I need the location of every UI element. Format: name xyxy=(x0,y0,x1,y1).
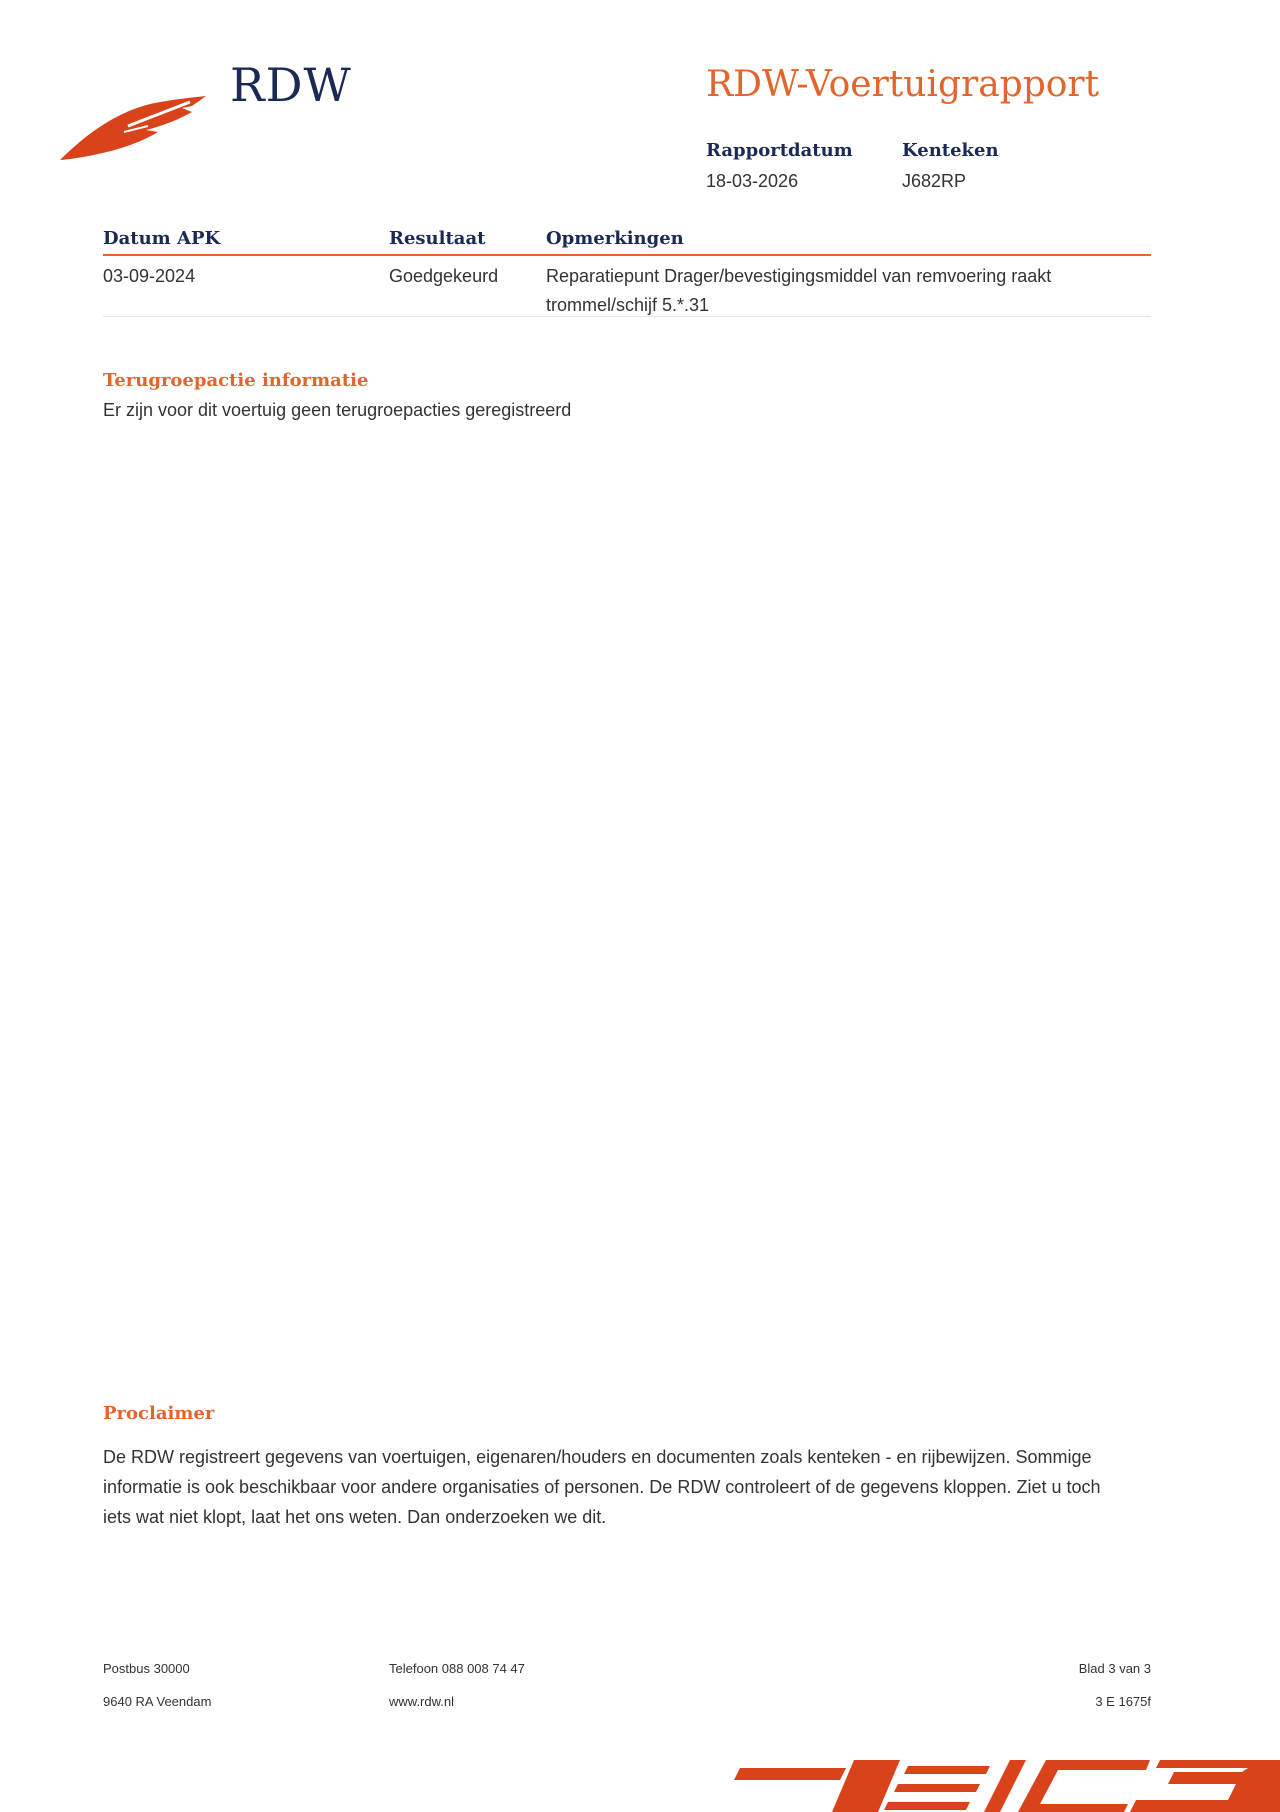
kenteken-block xyxy=(902,140,999,192)
footer-website-link[interactable]: www.rdw.nl xyxy=(389,1694,455,1709)
cell-resultaat: Goedgekeurd xyxy=(389,266,499,286)
rapportdatum-value: 18-03-2026 xyxy=(706,171,799,191)
footer-page-number: Blad 3 van 3 xyxy=(1078,1661,1151,1676)
cell-datum: 03-09-2024 xyxy=(103,266,196,286)
rdw-logo xyxy=(58,58,358,168)
column-header-resultaat: Resultaat xyxy=(389,228,486,249)
recall-section-title: Terugroepactie informatie xyxy=(103,370,369,391)
footer-address-line1: Postbus 30000 xyxy=(103,1661,190,1676)
proclaimer-text: De RDW registreert gegevens van voertuigen, eigenaren/houders en documenten zoals kenteken - en rijbewijzen. Sommige informatie is ook beschikbaar voor andere organisaties of personen. De RDW controleert of de gegevens kloppen. Ziet u toch iets wat niet klopt, laat het ons weten. Dan onderzoeken we dit. xyxy=(103,1447,1101,1527)
apk-table xyxy=(103,228,1151,317)
footer-phone: Telefoon 088 008 74 47 xyxy=(389,1661,525,1676)
cell-opmerkingen: Reparatiepunt Drager/bevestigingsmiddel van remvoering raakt trommel/schijf 5.*.31 xyxy=(546,266,1052,315)
kenteken-value: J682RP xyxy=(902,171,967,191)
rapportdatum-label: Rapportdatum xyxy=(706,140,853,161)
column-header-opmerkingen: Opmerkingen xyxy=(546,228,684,249)
footer-address-line2: 9640 RA Veendam xyxy=(103,1694,212,1709)
recall-section-text: Er zijn voor dit voertuig geen terugroepacties geregistreerd xyxy=(103,400,572,420)
logo-text: RDW xyxy=(230,58,352,112)
rdw-feather-icon xyxy=(58,82,208,162)
apk-table-header xyxy=(103,228,1151,256)
rapportdatum-block xyxy=(706,140,853,192)
column-header-datum-apk: Datum APK xyxy=(103,228,221,249)
kenteken-label: Kenteken xyxy=(902,140,999,161)
table-row xyxy=(103,256,1151,317)
footer-document-code: 3 E 1675f xyxy=(1095,1694,1151,1709)
proclaimer-title: Proclaimer xyxy=(103,1403,215,1424)
footer-stripes-decoration xyxy=(728,1752,1280,1812)
report-title: RDW-Voertuigrapport xyxy=(706,64,1100,105)
